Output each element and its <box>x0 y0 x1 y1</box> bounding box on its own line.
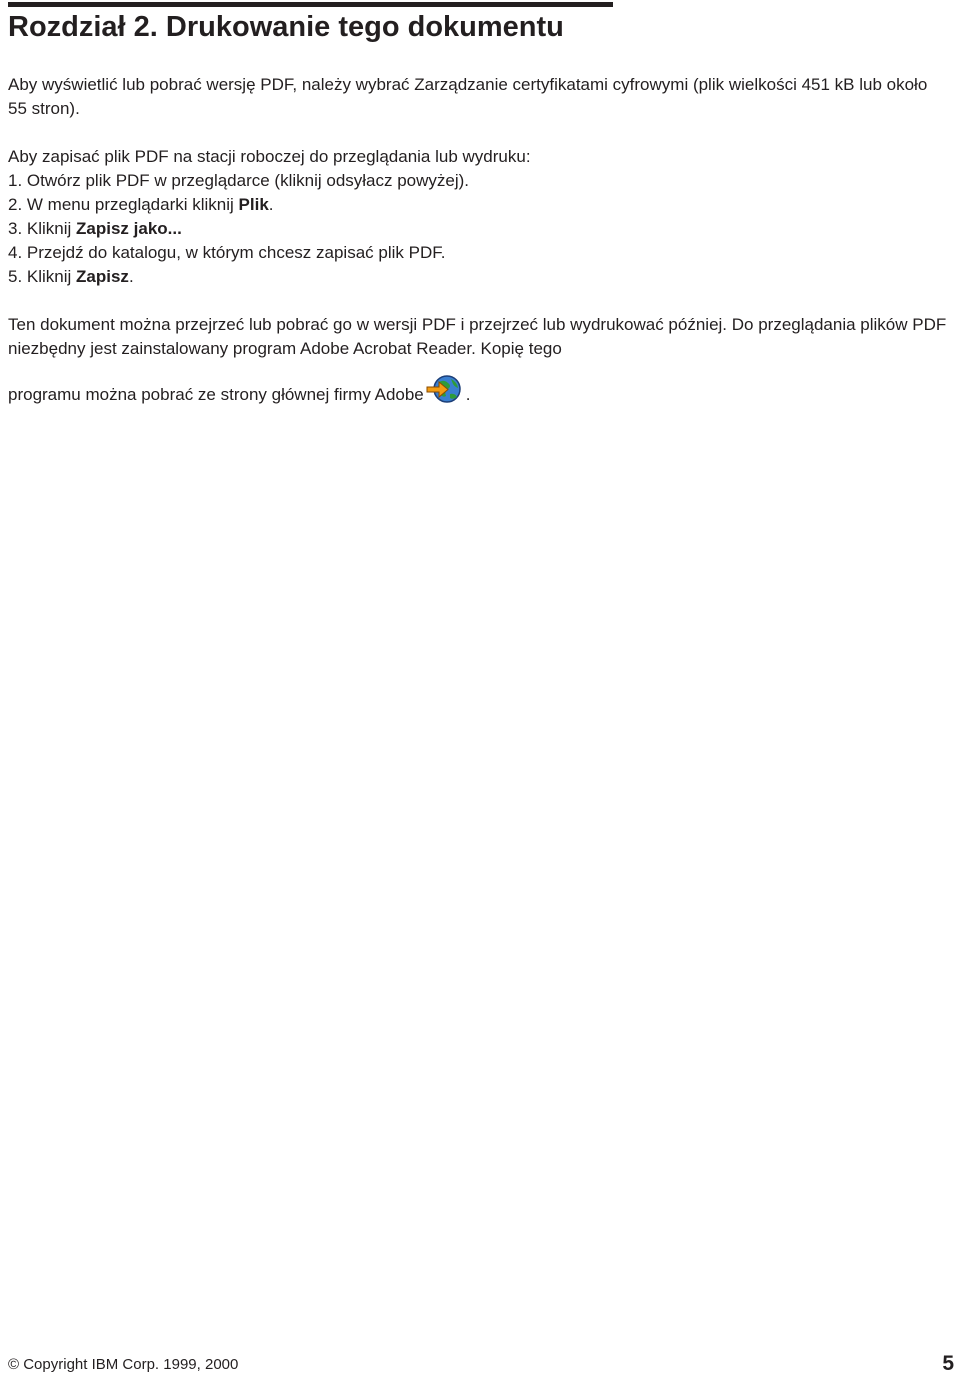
document-body <box>8 73 948 407</box>
adobe-link-line <box>8 371 948 407</box>
adobe-link-suffix: . <box>465 385 471 404</box>
save-steps-list <box>8 169 948 289</box>
adobe-link-text: programu można pobrać ze strony głównej firmy Adobe <box>8 385 424 404</box>
menu-label-zapisz-jako: Zapisz jako... <box>76 219 182 238</box>
page-number: 5 <box>942 1352 954 1375</box>
page-title: Rozdział 2. Drukowanie tego dokumentu <box>8 11 564 43</box>
step-item: 2. W menu przeglądarki kliknij Plik. <box>8 195 274 214</box>
save-instructions-intro: Aby zapisać plik PDF na stacji roboczej do przeglądania lub wydruku: <box>8 147 531 166</box>
page-footer <box>0 1352 960 1378</box>
copyright-notice: © Copyright IBM Corp. 1999, 2000 <box>8 1356 239 1373</box>
globe-arrow-icon[interactable] <box>426 373 462 407</box>
chapter-top-rule <box>8 2 613 7</box>
step-item: 4. Przejdź do katalogu, w którym chcesz zapisać plik PDF. <box>8 243 446 262</box>
step-item: 5. Kliknij Zapisz. <box>8 267 134 286</box>
step-item: 3. Kliknij Zapisz jako... <box>8 219 182 238</box>
reader-paragraph: Ten dokument można przejrzeć lub pobrać go w wersji PDF i przejrzeć lub wydrukować później. Do przeglądania plików PDF niezbędny jest zainstalowany program Adobe Acrobat Reader. Kopię tego <box>8 315 947 358</box>
globe-arrow-icon-graphic <box>426 373 462 407</box>
intro-paragraph: Aby wyświetlić lub pobrać wersję PDF, należy wybrać Zarządzanie certyfikatami cyfrowymi (plik wielkości 451 kB lub około 55 stron). <box>8 75 928 118</box>
step-item: 1. Otwórz plik PDF w przeglądarce (kliknij odsyłacz powyżej). <box>8 171 470 190</box>
button-label-zapisz: Zapisz <box>76 267 129 286</box>
menu-label-plik: Plik <box>238 195 269 214</box>
